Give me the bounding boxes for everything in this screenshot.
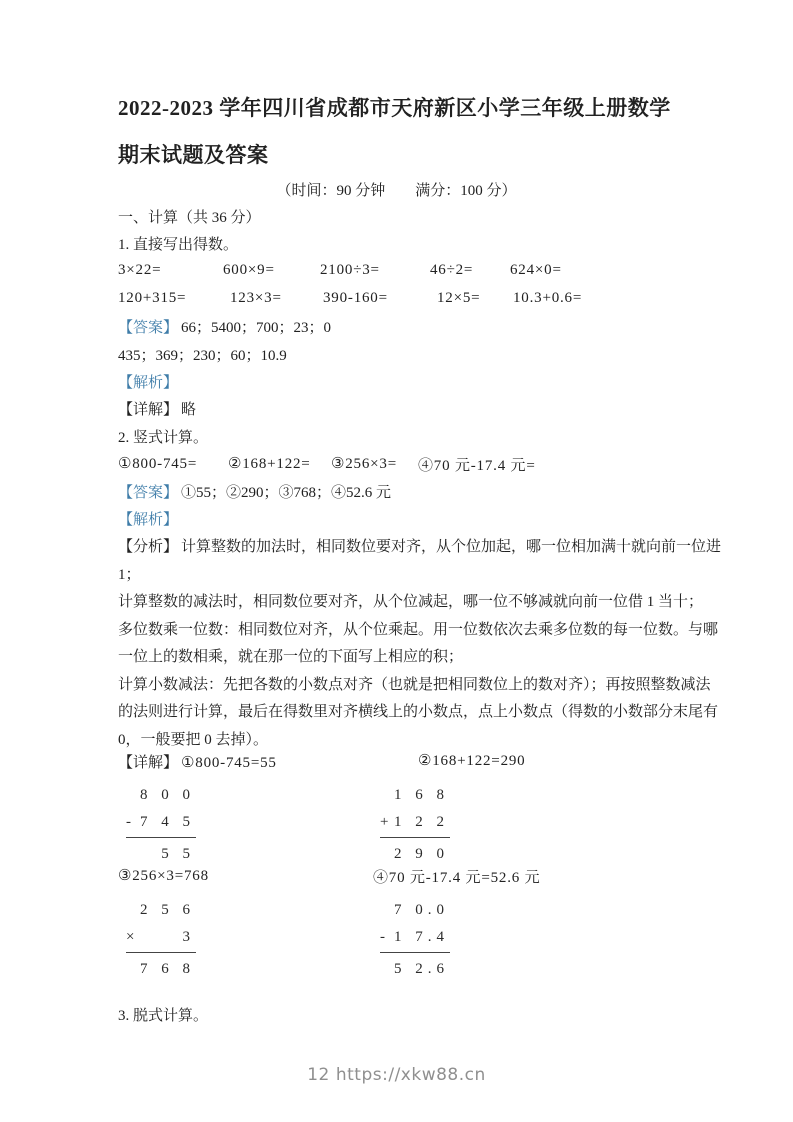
q1-answer-line2: 435；369；230；60；10.9 <box>118 348 287 364</box>
q1-analysis-tag-line <box>118 372 178 394</box>
vcalc-second-operand: 1 2 2 <box>394 814 449 830</box>
q2-analyze-line7: 的法则进行计算，最后在得数里对齐横线上的小数点，点上小数点（得数的小数部分末尾有 <box>118 704 719 720</box>
analysis-tag: 【解析】 <box>118 512 179 528</box>
q2-analyze-line2: 1； <box>118 567 141 583</box>
q2-analyze-line4: 多位数乘一位数：相同数位对齐，从个位乘起。用一位数依次去乘多位数的每一位数。与哪 <box>118 622 719 638</box>
q2-analyze-line8: 0，一般要把 0 去掉）。 <box>118 732 269 748</box>
footer-page-number: 12 <box>307 1065 330 1085</box>
q1-expressions-row2 <box>118 290 678 312</box>
vcalc-second-operand: 3 <box>182 929 195 945</box>
q1-expr-9: 12×5= <box>437 290 481 306</box>
plus-operator: + <box>380 814 394 830</box>
page-footer <box>0 1065 793 1085</box>
q1-expr-4: 46÷2= <box>430 262 474 278</box>
q1-expr-3: 2100÷3= <box>320 262 380 278</box>
q1-expr-7: 123×3= <box>230 290 282 306</box>
q2-detail-equations-row2 <box>118 866 678 888</box>
q2-analyze-line6: 计算小数减法：先把各数的小数点对齐（也就是把相同数位上的数对齐）；再按照整数减法 <box>118 677 711 693</box>
q1-expr-2: 600×9= <box>223 262 275 278</box>
q1-expr-6: 120+315= <box>118 290 187 306</box>
vcalc-top-operand: 8 0 0 <box>140 787 195 803</box>
q2-detail-eq2: ②168+122=290 <box>418 753 526 769</box>
q2-problem-2: ②168+122= <box>228 456 311 472</box>
q2-analyze-line3: 计算整数的减法时，相同数位要对齐，从个位减起，哪一位不够减就向前一位借 1 当十； <box>118 594 704 610</box>
analysis-text: 计算整数的加法时，相同数位要对齐，从个位加起，哪一位相加满十就向前一位进 <box>181 539 722 555</box>
vcalc-result: 5 2.6 <box>394 961 449 977</box>
vcalc-second-operand: 1 7.4 <box>394 929 449 945</box>
vcalc-top-operand: 7 0.0 <box>394 902 449 918</box>
answer-tag: 【答案】 <box>118 485 179 501</box>
q2-problem-1: ①800-745= <box>118 456 198 472</box>
doc-title-line2: 期末试题及答案 <box>118 143 269 167</box>
vcalc-operator-row <box>126 805 196 838</box>
vcalc-result: 7 6 8 <box>140 961 195 977</box>
analysis-tag: 【解析】 <box>118 375 179 391</box>
q1-answer-line1 <box>118 317 331 339</box>
q2-analyze-line5: 一位上的数相乘，就在那一位的下面写上相应的积； <box>118 649 464 665</box>
minus-operator: - <box>380 929 390 945</box>
detail-tag: 【详解】 <box>118 755 179 771</box>
q1-detail-line <box>118 399 196 421</box>
vcalc-operator-row <box>126 920 196 953</box>
q2-analysis-tag-line <box>118 509 178 531</box>
q1-detail-text: 略 <box>181 402 197 418</box>
q1-expressions-row1 <box>118 262 678 284</box>
q1-expr-5: 624×0= <box>510 262 562 278</box>
vertical-calc-subtraction-70-17-4 <box>380 900 450 979</box>
q3-label: 3. 脱式计算。 <box>118 1008 209 1024</box>
q2-problem-3: ③256×3= <box>331 456 397 472</box>
q1-expr-1: 3×22= <box>118 262 162 278</box>
q1-expr-8: 390-160= <box>323 290 388 306</box>
footer-url: https://xkw88.cn <box>335 1065 486 1085</box>
doc-title-line1: 2022-2023 学年四川省成都市天府新区小学三年级上册数学 <box>118 96 671 120</box>
q2-answer-line <box>118 482 391 504</box>
q2-detail-line-start <box>118 751 277 772</box>
q2-problem-4: ④70 元-17.4 元= <box>418 458 536 474</box>
q2-label: 2. 竖式计算。 <box>118 430 209 446</box>
q1-answer-values1: 66；5400；700；23；0 <box>181 320 332 336</box>
q2-analyze-line1 <box>118 536 721 558</box>
vcalc-second-operand: 7 4 5 <box>140 814 195 830</box>
vcalc-top-operand: 1 6 8 <box>394 787 449 803</box>
q2-detail-eq1: ①800-745=55 <box>181 755 277 771</box>
doc-subtitle: （时间：90 分钟 满分：100 分） <box>276 183 517 199</box>
vcalc-result: 5 5 <box>161 846 195 862</box>
vertical-calc-multiplication-256-3 <box>126 900 196 979</box>
q2-problems-row <box>118 454 678 476</box>
q1-expr-10: 10.3+0.6= <box>513 290 583 306</box>
vcalc-operator-row <box>380 920 450 953</box>
answer-tag: 【答案】 <box>118 320 179 336</box>
vcalc-operator-row <box>380 805 450 838</box>
section1-heading: 一、计算（共 36 分） <box>118 210 261 226</box>
q2-detail-equations-row1 <box>118 751 678 773</box>
vertical-calc-subtraction-800-745 <box>126 785 196 864</box>
multiply-operator: × <box>126 929 140 945</box>
detail-tag: 【详解】 <box>118 402 179 418</box>
q1-label: 1. 直接写出得数。 <box>118 237 239 253</box>
q2-detail-eq4: ④70 元-17.4 元=52.6 元 <box>373 870 541 886</box>
minus-operator: - <box>126 814 136 830</box>
vcalc-top-operand: 2 5 6 <box>140 902 195 918</box>
q2-detail-eq3: ③256×3=768 <box>118 868 209 884</box>
vcalc-result: 2 9 0 <box>394 846 449 862</box>
q2-answer-values: ①55；②290；③768；④52.6 元 <box>181 485 392 501</box>
analyze-tag: 【分析】 <box>118 539 179 555</box>
vertical-calc-addition-168-122 <box>380 785 450 864</box>
